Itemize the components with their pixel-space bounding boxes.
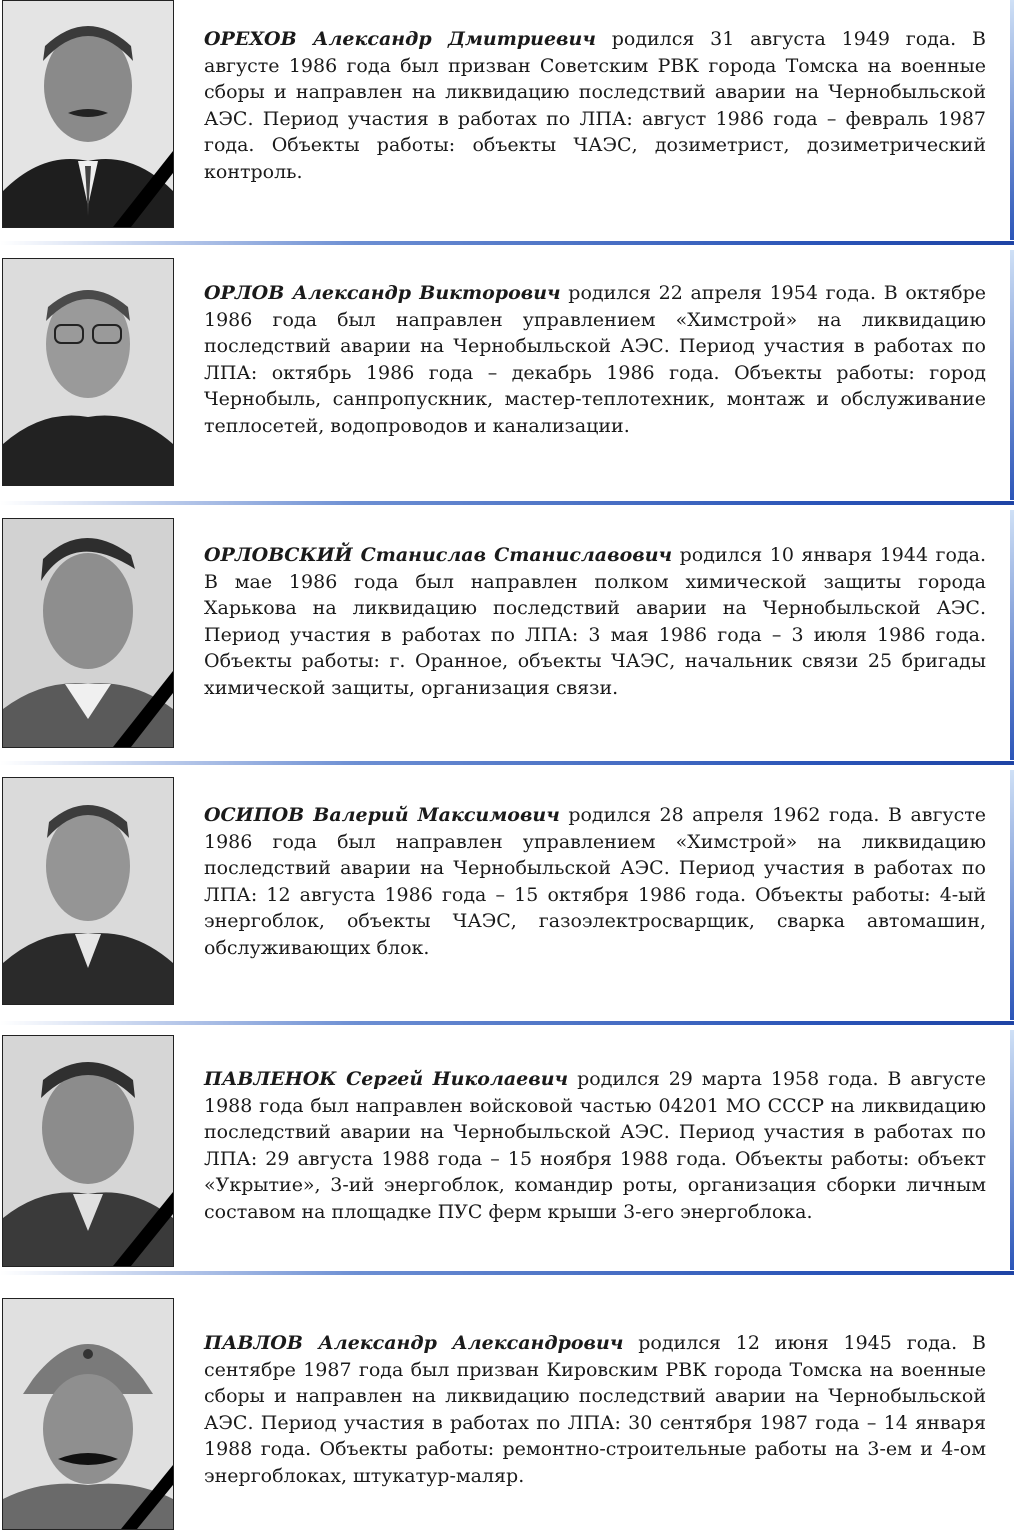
person-name: ОРЕХОВ Александр Дмитриевич (204, 28, 596, 50)
portrait-photo (2, 777, 174, 1005)
portrait-photo (2, 518, 174, 748)
person-name: ПАВЛОВ Александр Александрович (204, 1332, 624, 1354)
edge-accent (1010, 1030, 1014, 1270)
person-name: ОРЛОВСКИЙ Станислав Станиславович (204, 544, 673, 566)
biography-text (204, 280, 986, 439)
section-divider (0, 241, 1014, 245)
biography-body: родился 12 июня 1945 года. В сентябре 1987 года был призван Кировским РВК города Томска на военные сборы и направлен на ликвидацию последствий аварии на Чернобыльской АЭС. Период участия в работах по ЛПА: 30 сентября 1987 года – 14 января 1988 года. Объекты работы: ремонтно-строительные работы на 3-ем и 4-ом энергоблоках, штукатур-маляр. (204, 1332, 986, 1487)
person-name: ПАВЛЕНОК Сергей Николаевич (204, 1068, 569, 1090)
person-name: ОСИПОВ Валерий Максимович (204, 804, 560, 826)
biography-text (204, 1066, 986, 1225)
biography-body: родился 22 апреля 1954 года. В октябре 1986 года был направлен управлением «Химстрой» на ликвидацию последствий аварии на Чернобыльской АЭС. Период участия в работах по ЛПА: октябрь 1986 года – декабрь 1986 года. Объекты работы: город Чернобыль, санпропускник, мастер-теплотехник, монтаж и обслуживание теплосетей, водопроводов и канализации. (204, 282, 986, 437)
section-divider (0, 761, 1014, 765)
biography-text (204, 1330, 986, 1489)
section-divider (0, 501, 1014, 505)
biography-text (204, 26, 986, 185)
biography-text (204, 802, 986, 961)
edge-accent (1010, 0, 1014, 240)
biography-body: родился 28 апреля 1962 года. В августе 1986 года был направлен управлением «Химстрой» на ликвидацию последствий аварии на Чернобыльской АЭС. Период участия в работах по ЛПА: 12 августа 1986 года – 15 октября 1986 года. Объекты работы: 4-ый энергоблок, объекты ЧАЭС, газоэлектросварщик, сварка автомашин, обслуживающих блок. (204, 804, 986, 959)
person-name: ОРЛОВ Александр Викторович (204, 282, 561, 304)
edge-accent (1010, 510, 1014, 760)
section-divider (0, 1021, 1014, 1025)
portrait-photo (2, 0, 174, 228)
edge-accent (1010, 770, 1014, 1020)
portrait-photo (2, 1035, 174, 1267)
biography-body: родился 31 августа 1949 года. В августе 1986 года был призван Советским РВК города Томска на военные сборы и направлен на ликвидацию последствий аварии на Чернобыльской АЭС. Период участия в работах по ЛПА: август 1986 года – февраль 1987 года. Объекты работы: объекты ЧАЭС, дозиметрист, дозиметрический контроль. (204, 28, 986, 183)
edge-accent (1010, 250, 1014, 500)
biography-body: родился 29 марта 1958 года. В августе 1988 года был направлен войсковой частью 04201 МО СССР на ликвидацию последствий аварии на Чернобыльской АЭС. Период участия в работах по ЛПА: 29 августа 1988 года – 15 ноября 1988 года. Объекты работы: объект «Укрытие», 3-ий энергоблок, командир роты, организация сборки личным составом на площадке ПУС ферм крыши 3-его энергоблока. (204, 1068, 986, 1223)
portrait-photo (2, 258, 174, 486)
portrait-photo (2, 1298, 174, 1530)
biography-text (204, 542, 986, 701)
section-divider (0, 1271, 1014, 1275)
biography-body: родился 10 января 1944 года. В мае 1986 года был направлен полком химической защиты города Харькова на ликвидацию последствий аварии на Чернобыльской АЭС. Период участия в работах по ЛПА: 3 мая 1986 года – 3 июля 1986 года. Объекты работы: г. Оранное, объекты ЧАЭС, начальник связи 25 бригады химической защиты, организация связи. (204, 544, 986, 699)
